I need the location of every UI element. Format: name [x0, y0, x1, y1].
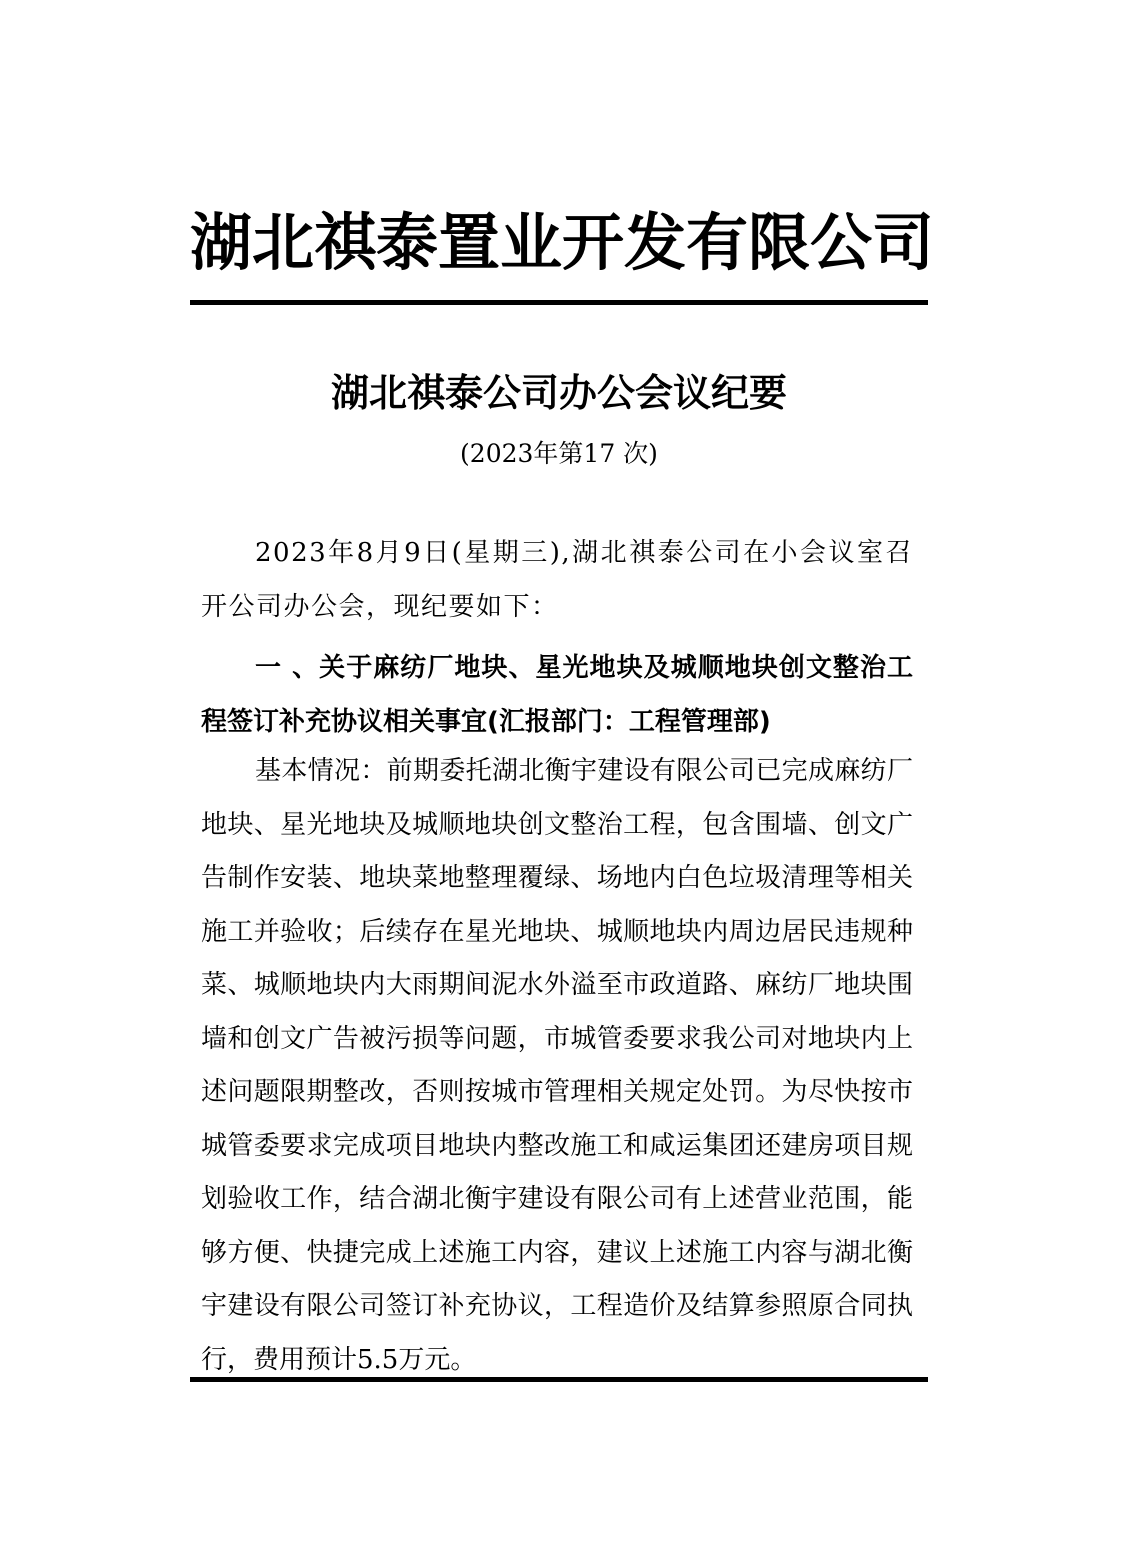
- document-issue-number: (2023年第17 次): [460, 439, 658, 468]
- letterhead-company-name: 湖北祺泰置业开发有限公司: [190, 206, 935, 279]
- letterhead-divider-top: [190, 300, 928, 305]
- page-divider-bottom: [190, 1377, 928, 1382]
- section-1-heading: 一 、关于麻纺厂地块、星光地块及城顺地块创文整治工程签订补充协议相关事宜(汇报部门：工程管理部): [201, 653, 913, 737]
- intro-paragraph: 2023年8月9日(星期三),湖北祺泰公司在小会议室召开公司办公会，现纪要如下：: [201, 538, 913, 622]
- document-title: 湖北祺泰公司办公会议纪要: [330, 371, 787, 415]
- section-1-paragraph: 基本情况：前期委托湖北衡宇建设有限公司已完成麻纺厂地块、星光地块及城顺地块创文整治工程，包含围墙、创文广告制作安装、地块菜地整理覆绿、场地内白色垃圾清理等相关施工并验收；后续存在星光地块、城顺地块内周边居民违规种菜、城顺地块内大雨期间泥水外溢至市政道路、麻纺厂地块围墙和创文广告被污损等问题，市城管委要求我公司对地块内上述问题限期整改，否则按城市管理相关规定处罚。为尽快按市城管委要求完成项目地块内整改施工和咸运集团还建房项目规划验收工作，结合湖北衡宇建设有限公司有上述营业范围，能够方便、快捷完成上述施工内容，建议上述施工内容与湖北衡宇建设有限公司签订补充协议，工程造价及结算参照原合同执行，费用预计5.5万元。: [201, 756, 913, 1375]
